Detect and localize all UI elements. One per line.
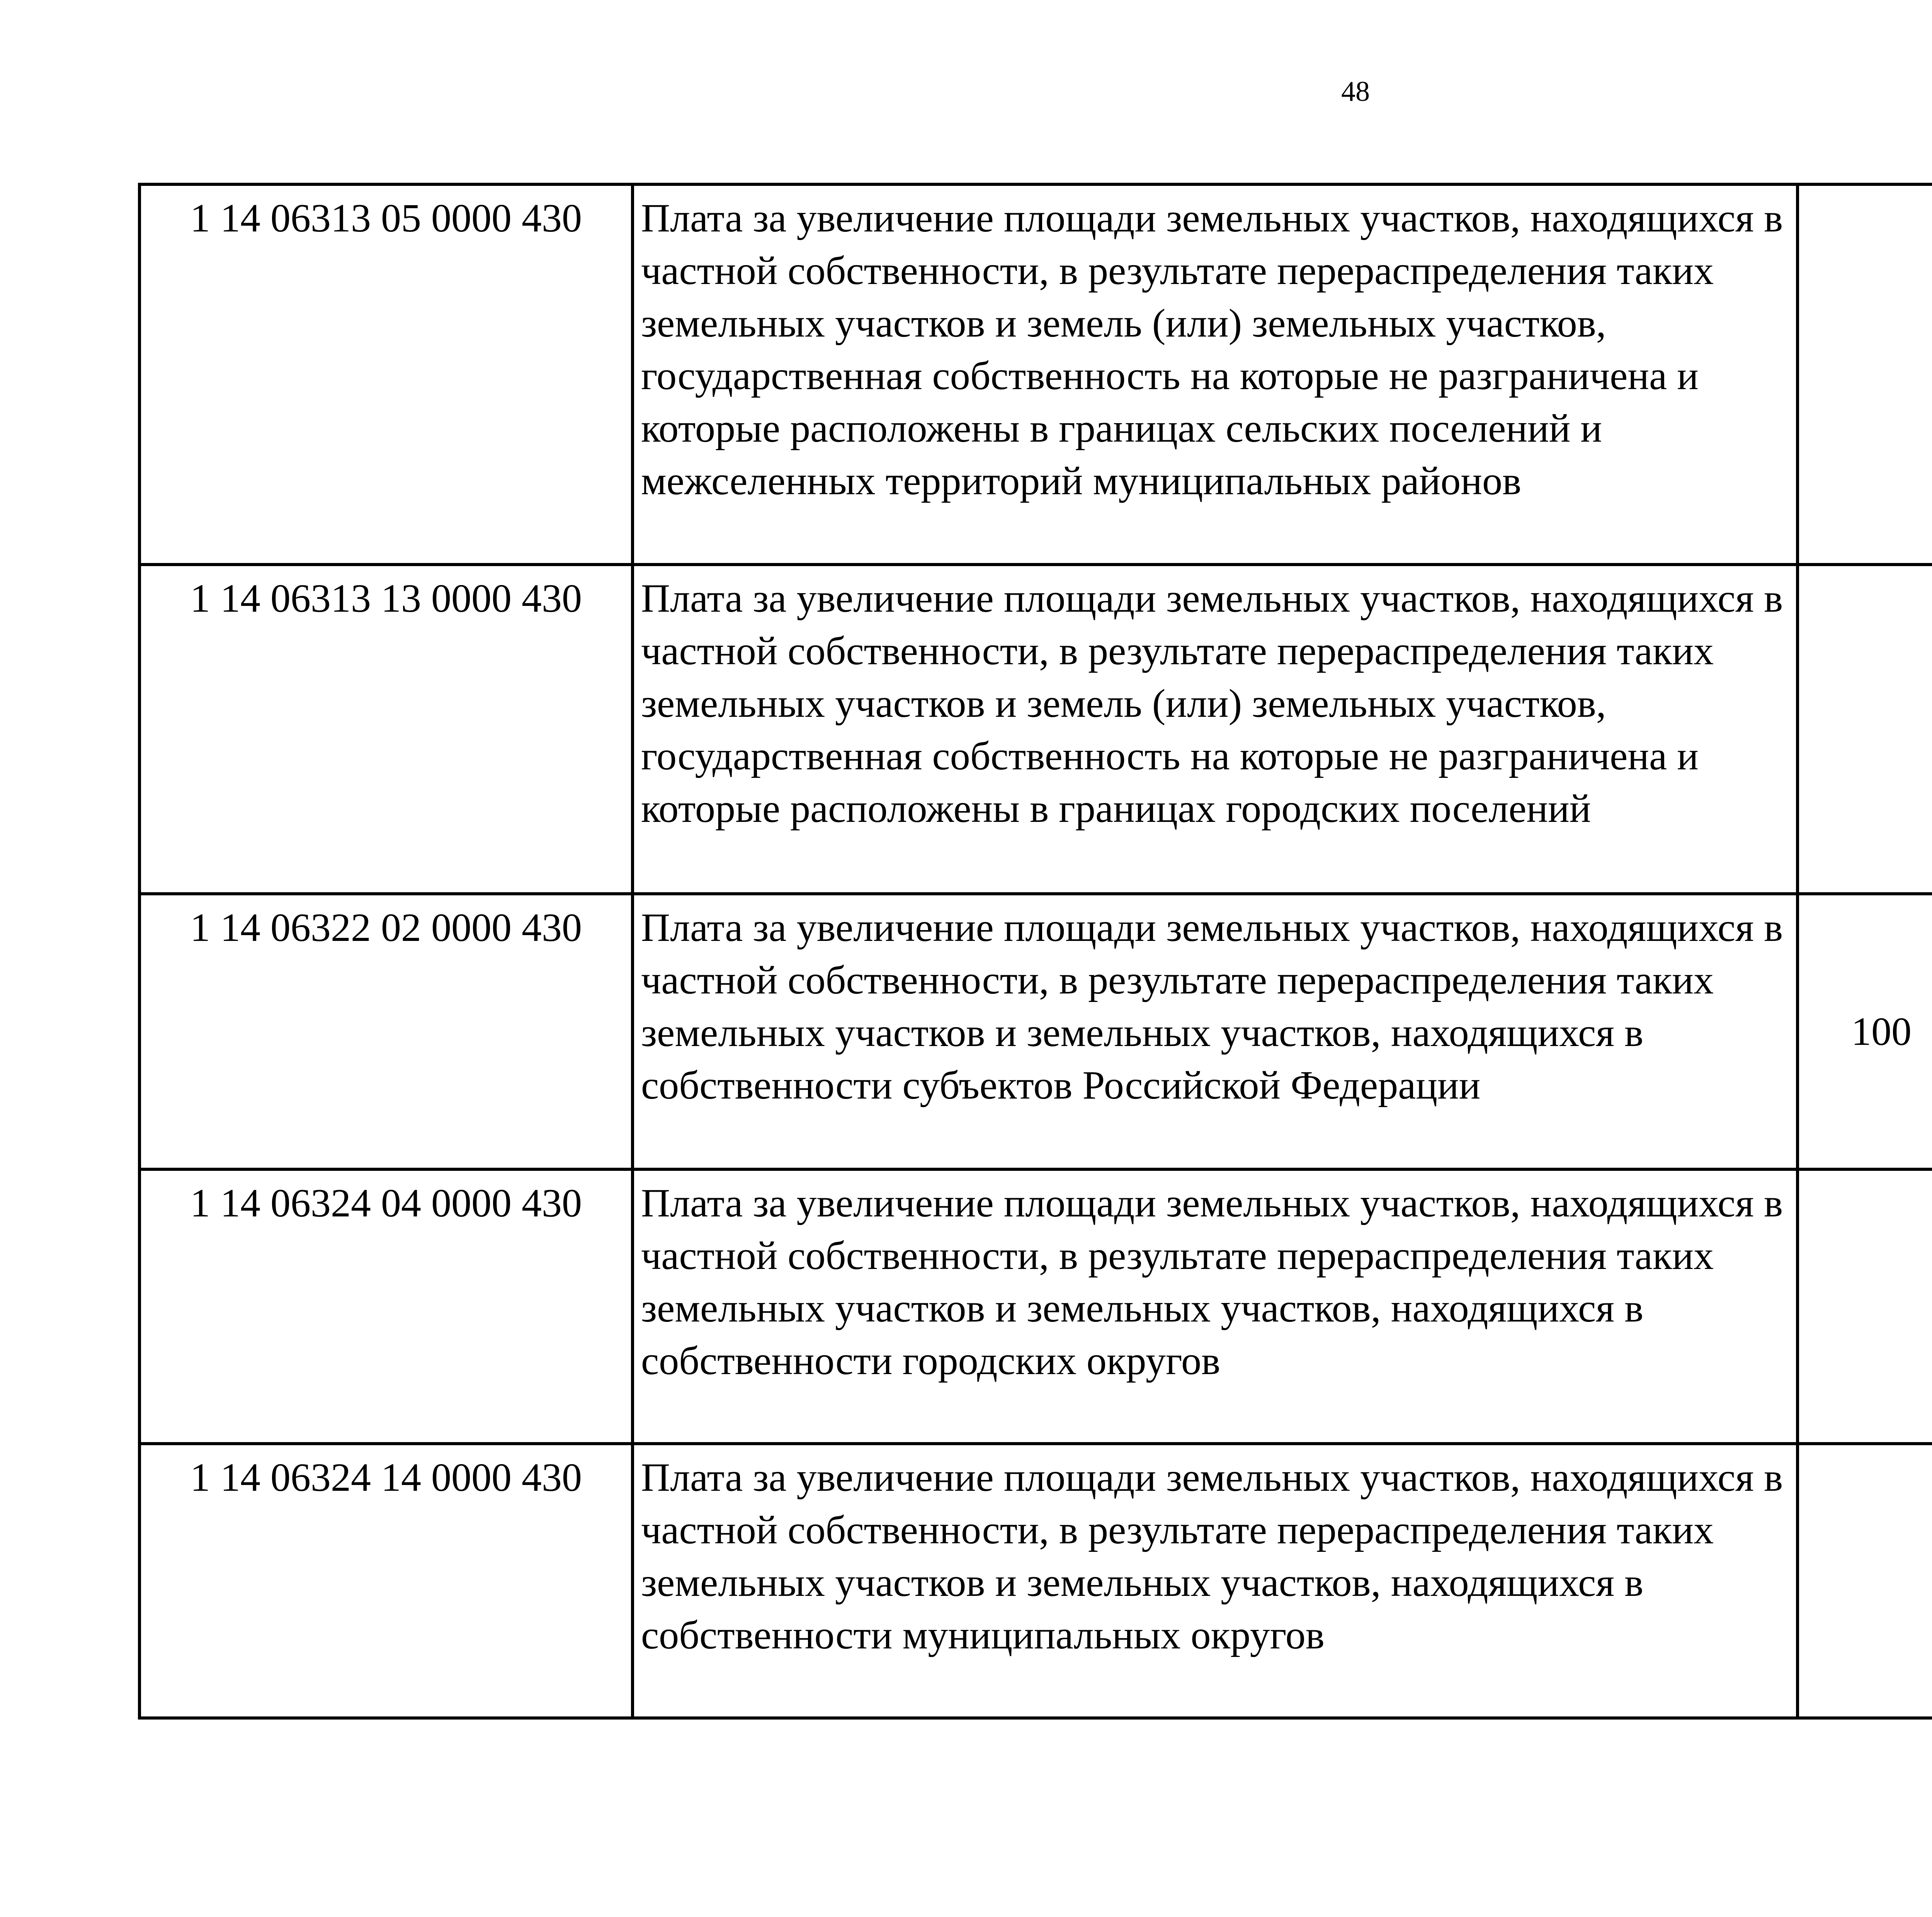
value-cell xyxy=(1798,184,1932,565)
row-code: 1 14 06324 04 0000 430 xyxy=(139,1169,633,1444)
revenue-distribution-table xyxy=(138,183,1932,1720)
table-row xyxy=(139,894,1932,1169)
row-code: 1 14 06313 05 0000 430 xyxy=(139,184,633,565)
page-number: 48 xyxy=(1341,76,1370,107)
row-description: Плата за увеличение площади земельных участков, находящихся в частной собственности, в результате перераспределения таких земельных участков и земель (или) земельных участков, государственная собственность на которые не разграничена и которые расположены в границах городских поселений xyxy=(633,565,1798,894)
table-row xyxy=(139,565,1932,894)
row-code: 1 14 06313 13 0000 430 xyxy=(139,565,633,894)
value-cell xyxy=(1798,565,1932,894)
table-row xyxy=(139,1169,1932,1444)
row-description: Плата за увеличение площади земельных участков, находящихся в частной собственности, в результате перераспределения таких земельных участков и земельных участков, находящихся в собственности городских округов xyxy=(633,1169,1798,1444)
row-code: 1 14 06324 14 0000 430 xyxy=(139,1444,633,1718)
row-description: Плата за увеличение площади земельных участков, находящихся в частной собственности, в результате перераспределения таких земельных участков и земельных участков, находящихся в собственности субъектов Российской Федерации xyxy=(633,894,1798,1169)
row-description: Плата за увеличение площади земельных участков, находящихся в частной собственности, в результате перераспределения таких земельных участков и земельных участков, находящихся в собственности муниципальных округов xyxy=(633,1444,1798,1718)
row-description: Плата за увеличение площади земельных участков, находящихся в частной собственности, в результате перераспределения таких земельных участков и земель (или) земельных участков, государственная собственность на которые не разграничена и которые расположены в границах сельских поселений и межселенных территорий муниципальных районов xyxy=(633,184,1798,565)
value-cell xyxy=(1798,1444,1932,1718)
value-cell: 100 xyxy=(1798,894,1932,1169)
table-row xyxy=(139,184,1932,565)
table-row xyxy=(139,1444,1932,1718)
value-cell xyxy=(1798,1169,1932,1444)
row-code: 1 14 06322 02 0000 430 xyxy=(139,894,633,1169)
